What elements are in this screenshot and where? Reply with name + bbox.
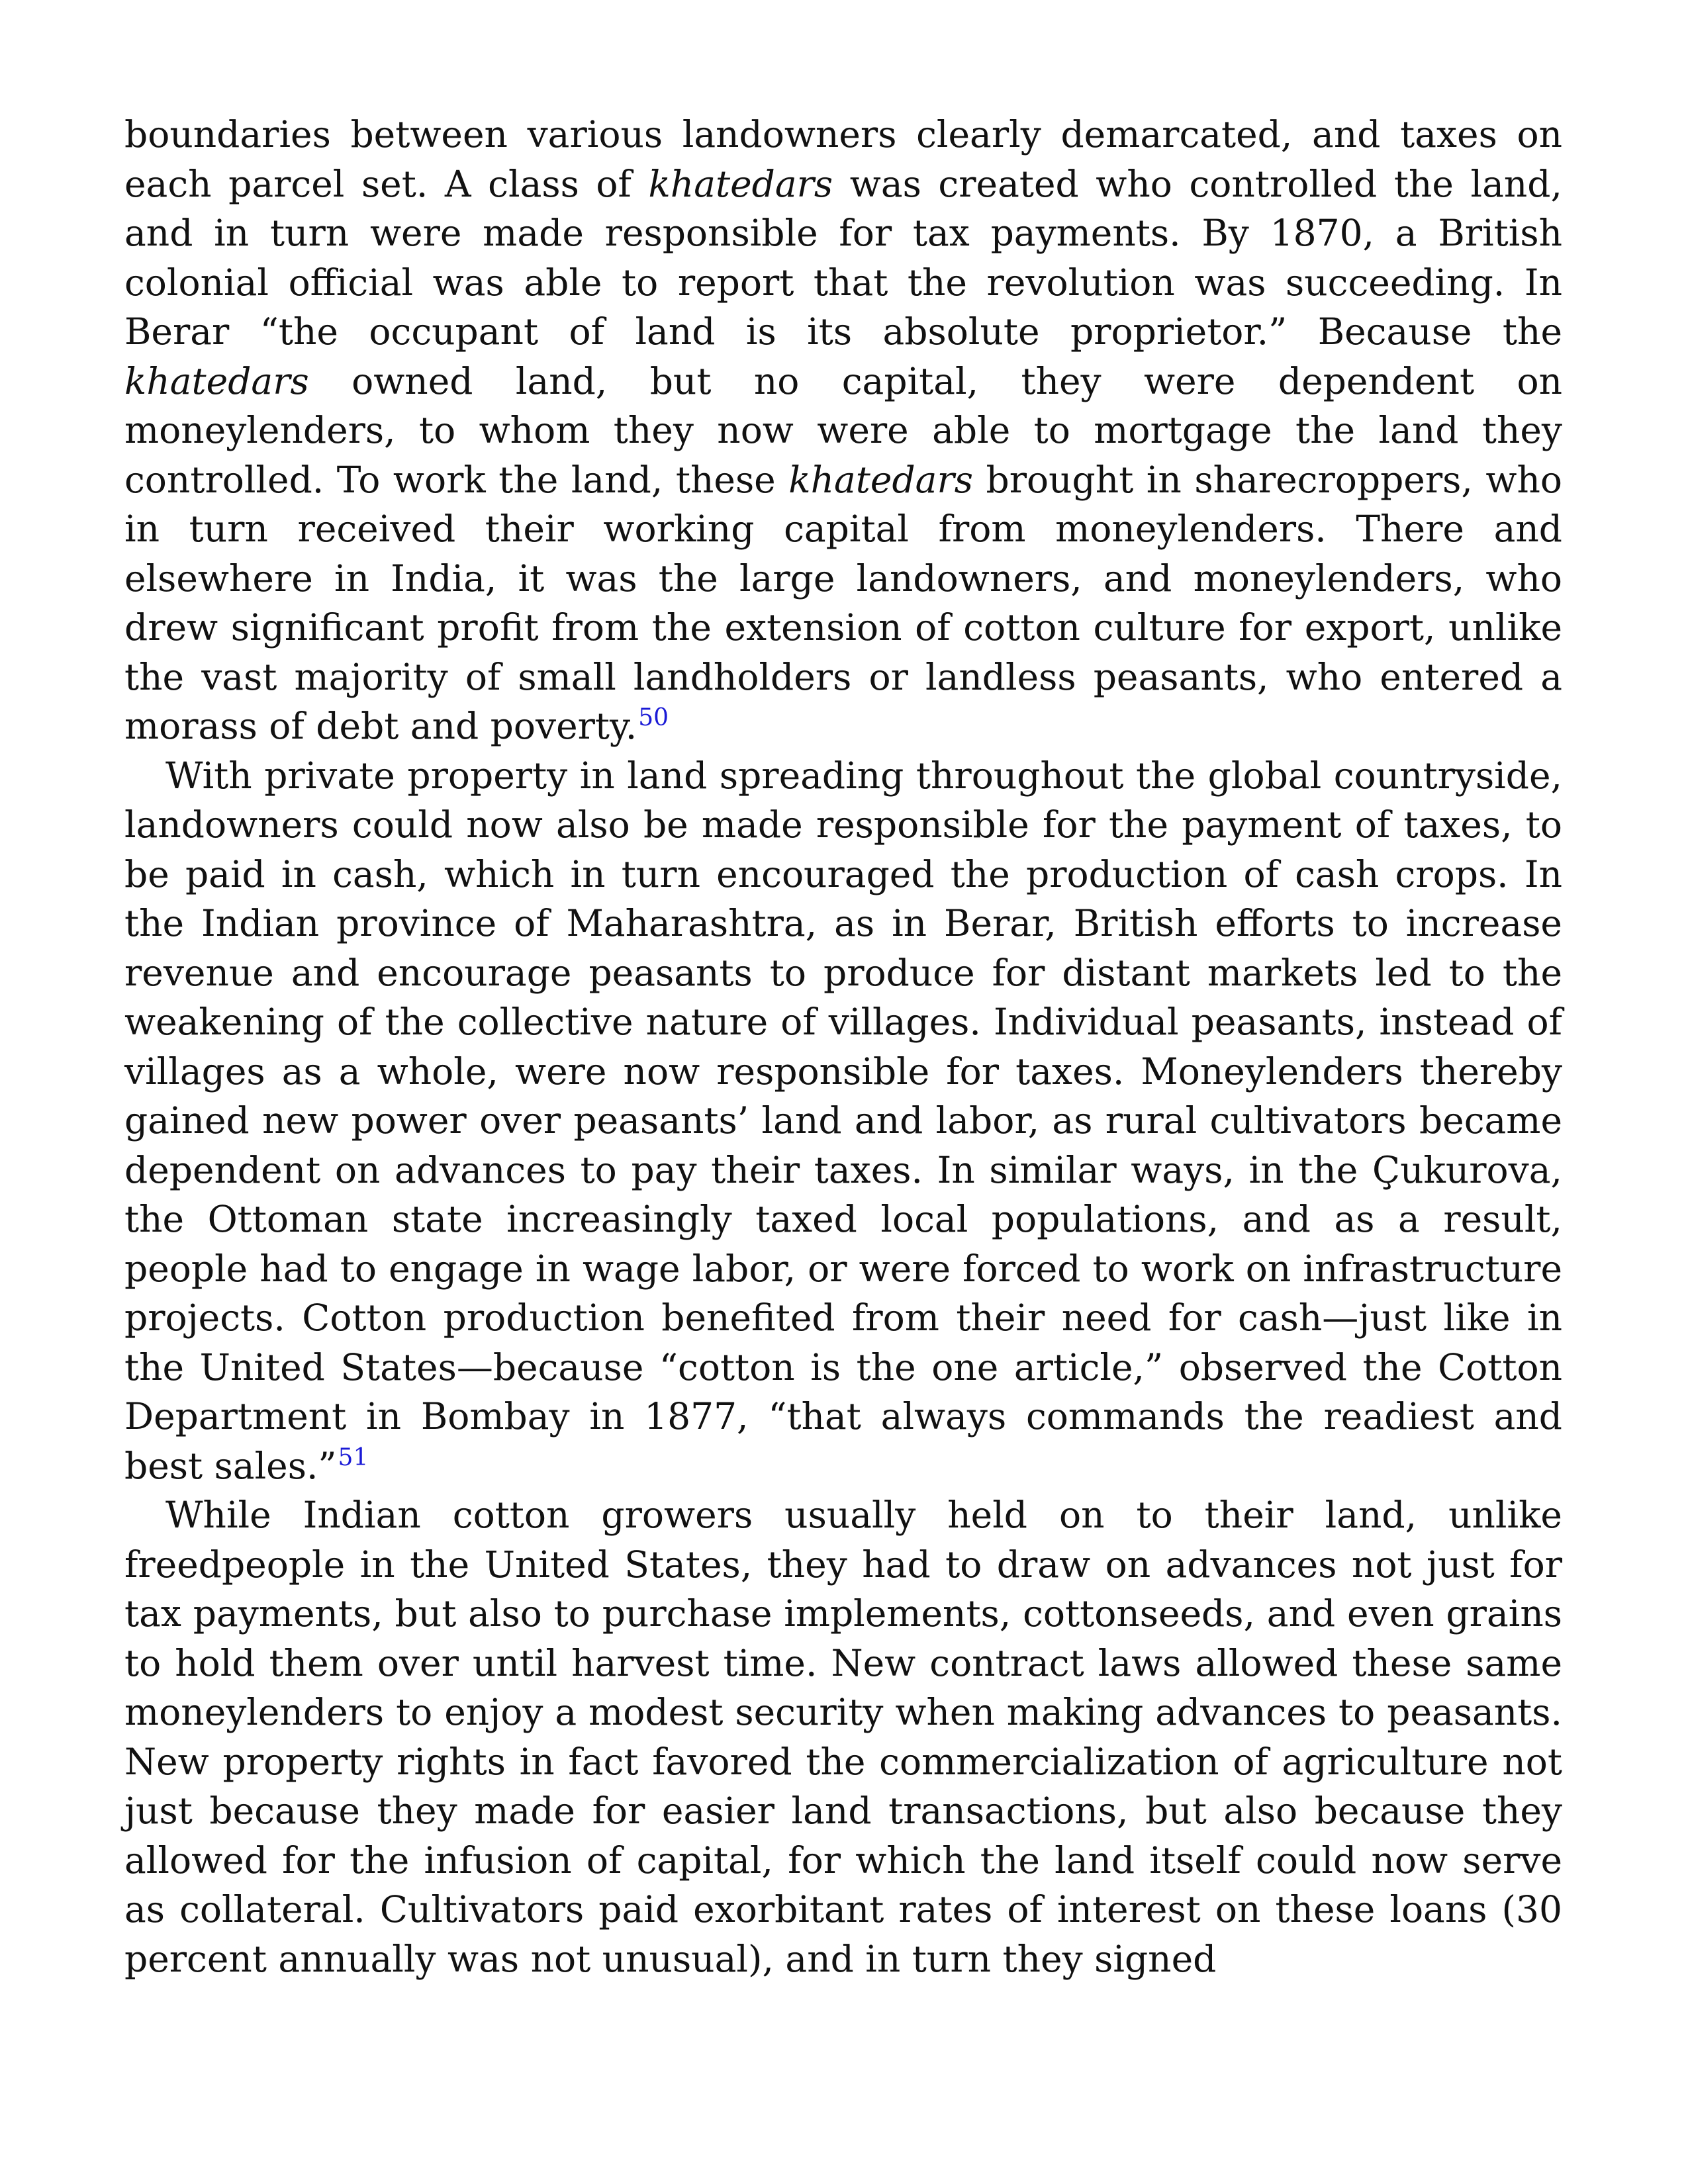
paragraph-1 <box>124 110 1562 751</box>
italic-term: khatedars <box>648 162 833 205</box>
page-body <box>124 110 1562 1983</box>
text-segment: owned land, but no capital, they were dependent on moneylenders, to whom they now were able to mortgage the land they controlled. To work the land, these <box>124 359 1562 501</box>
text-segment: With private property in land spreading throughout the global countryside, landowners could now also be made responsible for the payment of taxes, to be paid in cash, which in turn encouraged the production of cash crops. In the Indian province of Maharashtra, as in Berar, British efforts to increase revenue and encourage peasants to produce for distant markets led to the weakening of the collective nature of villages. Individual peasants, instead of villages as a whole, were now responsible for taxes. Moneylenders thereby gained new power over peasants’ land and labor, as rural cultivators became dependent on advances to pay their taxes. In similar ways, in the Çukurova, the Ottoman state increasingly taxed local populations, and as a result, people had to engage in wage labor, or were forced to work on infrastructure projects. Cotton production benefited from their need for cash—just like in the United States—because “cotton is the one article,” observed the Cotton Department in Bombay in 1877, “that always commands the readiest and best sales.” <box>124 754 1562 1487</box>
footnote-link-51[interactable]: 51 <box>338 1443 369 1471</box>
italic-term: khatedars <box>124 359 309 402</box>
italic-term: khatedars <box>788 458 973 501</box>
text-segment: was created who controlled the land, and in turn were made responsible for tax payments. By 1870, a British colonial official was able to report that the revolution was succeeding. In Berar “the occupant of land is its absolute proprietor.” Because the <box>124 162 1562 353</box>
text-segment: brought in sharecroppers, who in turn received their working capital from moneylenders. There and elsewhere in India, it was the large landowners, and moneylenders, who drew significant profit from the extension of cotton culture for export, unlike the vast majority of small landholders or landless peasants, who entered a morass of debt and poverty. <box>124 458 1562 747</box>
paragraph-2 <box>124 751 1562 1491</box>
text-segment: While Indian cotton growers usually held on to their land, unlike freedpeople in the United States, they had to draw on advances not just for tax payments, but also to purchase implements, cottonseeds, and even grains to hold them over until harvest time. New contract laws allowed these same moneylenders to enjoy a modest security when making advances to peasants. New property rights in fact favored the commercialization of agriculture not just because they made for easier land transactions, but also because they allowed for the infusion of capital, for which the land itself could now serve as collateral. Cultivators paid exorbitant rates of interest on these loans (30 percent annually was not unusual), and in turn they signed <box>124 1494 1562 1980</box>
footnote-link-50[interactable]: 50 <box>638 704 669 731</box>
text-segment: boundaries between various landowners clearly demarcated, and taxes on each parcel set. A class of <box>124 113 1562 205</box>
paragraph-3 <box>124 1490 1562 1983</box>
